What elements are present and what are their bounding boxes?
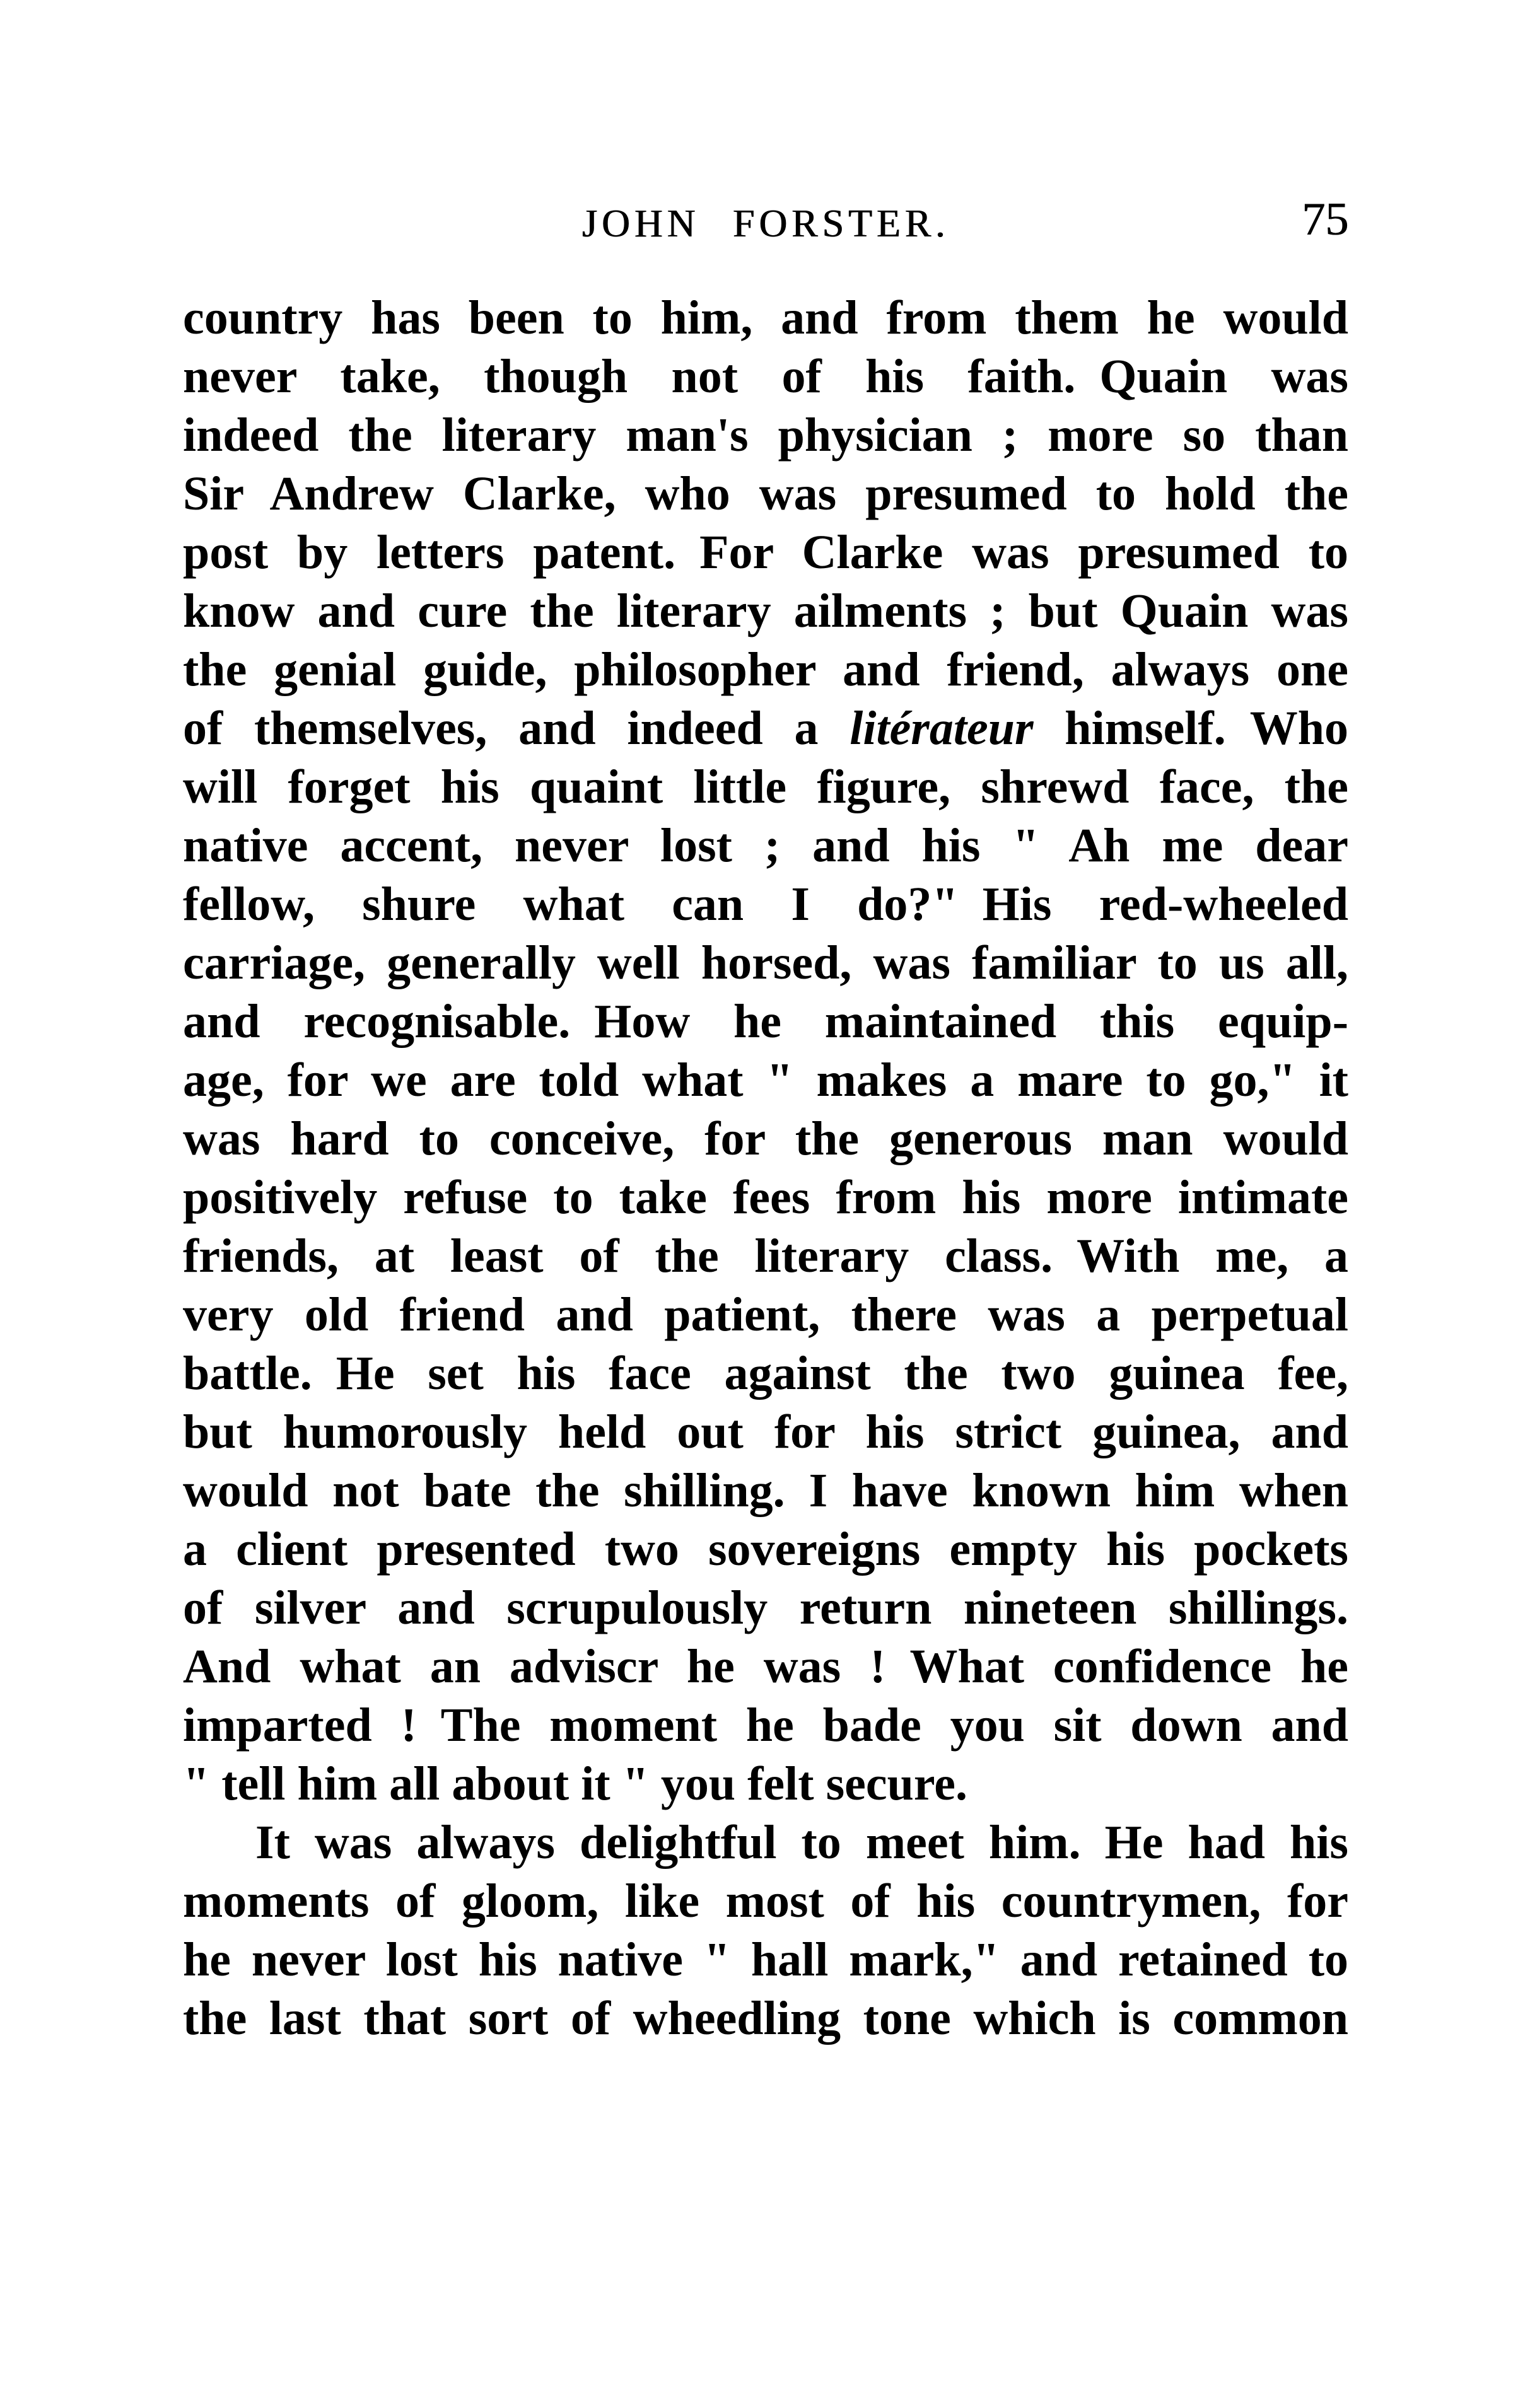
text-line: fellow, shure what can I do?" His red-wheeled xyxy=(183,878,1348,931)
text-line: the last that sort of wheedling tone which is common xyxy=(183,1992,1348,2045)
text-segment: of themselves, and indeed a xyxy=(183,702,850,755)
text-line: indeed the literary man's physician ; more so than xyxy=(183,409,1348,462)
text-line: was hard to conceive, for the generous man would xyxy=(183,1112,1348,1165)
text-line: post by letters patent. For Clarke was presumed to xyxy=(183,526,1348,579)
text-line-paragraph-start: It was always delightful to meet him. He had his xyxy=(255,1816,1348,1869)
text-line: a client presented two sovereigns empty his pockets xyxy=(183,1523,1348,1576)
text-line: and recognisable. How he maintained this equip- xyxy=(183,995,1348,1048)
text-line: but humorously held out for his strict guinea, and xyxy=(183,1405,1348,1458)
text-line: imparted ! The moment he bade you sit down and xyxy=(183,1699,1348,1752)
text-line: would not bate the shilling. I have known him when xyxy=(183,1464,1348,1517)
running-header-title: JOHN FORSTER. xyxy=(581,202,950,245)
text-line: of silver and scrupulously return nineteen shillings. xyxy=(183,1581,1348,1634)
text-line: never take, though not of his faith. Quain was xyxy=(183,350,1348,403)
text-line: know and cure the literary ailments ; but Quain was xyxy=(183,585,1348,637)
text-line xyxy=(183,699,1348,758)
text-line: And what an adviscr he was ! What confidence he xyxy=(183,1640,1348,1693)
text-line: he never lost his native " hall mark," and retained to xyxy=(183,1933,1348,1986)
text-line: age, for we are told what " makes a mare to go," it xyxy=(183,1054,1348,1107)
text-line: positively refuse to take fees from his more intimate xyxy=(183,1171,1348,1224)
text-line: friends, at least of the literary class. With me, a xyxy=(183,1230,1348,1283)
text-line-paragraph-end: " tell him all about it " you felt secure. xyxy=(183,1757,967,1810)
text-line: battle. He set his face against the two guinea fee, xyxy=(183,1347,1348,1400)
page-number: 75 xyxy=(1302,194,1348,245)
text-line: the genial guide, philosopher and friend, always one xyxy=(183,643,1348,696)
text-line: native accent, never lost ; and his " Ah me dear xyxy=(183,819,1348,872)
italic-word: litérateur xyxy=(849,702,1034,755)
text-segment: himself. Who xyxy=(1033,702,1348,755)
text-line: country has been to him, and from them he would xyxy=(183,291,1348,344)
running-header xyxy=(183,194,1348,251)
text-line: Sir Andrew Clarke, who was presumed to hold the xyxy=(183,467,1348,520)
text-line: moments of gloom, like most of his countrymen, for xyxy=(183,1875,1348,1928)
text-line: carriage, generally well horsed, was familiar to us all, xyxy=(183,936,1348,989)
body-text-block xyxy=(183,289,1348,2048)
text-line: will forget his quaint little figure, shrewd face, the xyxy=(183,760,1348,813)
text-line: very old friend and patient, there was a perpetual xyxy=(183,1288,1348,1341)
